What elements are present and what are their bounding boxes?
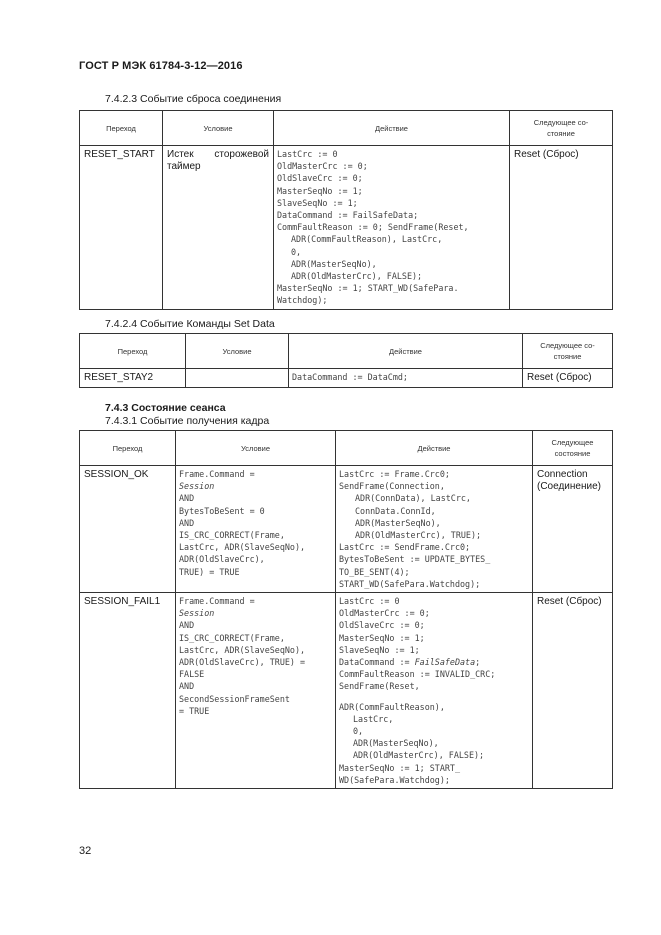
cell-action	[289, 369, 523, 388]
col-transition: Переход	[80, 334, 186, 369]
code-line: AND	[179, 517, 195, 528]
code-line: Watchdog);	[277, 295, 328, 306]
col-action: Действие	[289, 334, 523, 369]
code-line	[339, 693, 529, 701]
table-row	[80, 593, 613, 789]
code-line: DataCommand := FailSafeData;	[277, 210, 419, 221]
cell-transition: RESET_START	[80, 146, 163, 310]
table-reset-event	[79, 110, 613, 310]
cell-action	[336, 466, 533, 593]
cell-transition: SESSION_OK	[80, 466, 176, 593]
table-row	[80, 466, 613, 593]
code-line: OldMasterCrc := 0;	[339, 608, 430, 619]
code-line: MasterSeqNo := 1; START_WD(SafePara.	[277, 283, 459, 294]
cell-next-state: Reset (Сброс)	[533, 593, 613, 789]
code-line: AND	[179, 681, 195, 692]
cell-next-state: Reset (Сброс)	[510, 146, 613, 310]
cell-condition	[186, 369, 289, 388]
code-line	[179, 480, 332, 492]
code-line: ADR(MasterSeqNo),	[291, 258, 377, 269]
code-line: OldSlaveCrc := 0;	[339, 620, 425, 631]
code-italic: Session	[179, 481, 215, 492]
col-action: Действие	[336, 431, 533, 466]
code-line: 0,	[353, 726, 364, 737]
code-line: OldSlaveCrc := 0;	[277, 173, 363, 184]
code-line: LastCrc := 0	[339, 596, 400, 607]
col-next-state: Следующее со- стояние	[510, 111, 613, 146]
code-line: SendFrame(Reset,	[339, 681, 420, 692]
code-line: MasterSeqNo := 1;	[277, 185, 363, 196]
code-line: IS_CRC_CORRECT(Frame,	[179, 530, 285, 541]
col-action: Действие	[274, 111, 510, 146]
code-line: ADR(ConnData), LastCrc,	[355, 493, 471, 504]
code-line: SlaveSeqNo := 1;	[277, 197, 358, 208]
code-line: LastCrc := 0	[277, 149, 338, 159]
cell-next-state: Connection (Соединение)	[533, 466, 613, 593]
col-condition: Условие	[163, 111, 274, 146]
section-caption-set-data-event: 7.4.2.4 Событие Команды Set Data	[105, 318, 275, 330]
code-line: CommFaultReason := INVALID_CRC;	[339, 669, 496, 680]
cell-condition	[176, 593, 336, 789]
cell-transition: SESSION_FAIL1	[80, 593, 176, 789]
section-caption-frame-receive-event: 7.4.3.1 Событие получения кадра	[105, 415, 270, 427]
document-header: ГОСТ Р МЭК 61784-3-12—2016	[79, 60, 243, 72]
code-line: AND	[179, 620, 195, 631]
code-line: SecondSessionFrameSent	[179, 693, 290, 704]
code-line: FALSE	[179, 669, 205, 680]
code-line: CommFaultReason := 0; SendFrame(Reset,	[277, 222, 469, 233]
code-line: BytesToBeSent = 0	[179, 505, 265, 516]
code-line: = TRUE	[179, 705, 210, 716]
code-line: LastCrc, ADR(SlaveSeqNo),	[179, 542, 306, 553]
cell-next-state: Reset (Сброс)	[523, 369, 613, 388]
code-line: ADR(MasterSeqNo),	[353, 738, 439, 749]
code-line: START_WD(SafePara.Watchdog);	[339, 578, 481, 589]
section-heading-session-state: 7.4.3 Состояние сеанса	[105, 402, 226, 414]
cell-action	[274, 146, 510, 310]
code-italic: Session	[179, 608, 215, 619]
code-line: ADR(OldMasterCrc), FALSE);	[291, 271, 423, 282]
table-set-data-event	[79, 333, 613, 388]
code-line: MasterSeqNo := 1; START_	[339, 762, 461, 773]
code-line: LastCrc,	[353, 713, 394, 724]
section-caption-reset-event: 7.4.2.3 Событие сброса соединения	[105, 93, 282, 105]
code-line: AND	[179, 493, 195, 504]
code-line: TRUE) = TRUE	[179, 566, 240, 577]
code-line: LastCrc, ADR(SlaveSeqNo),	[179, 644, 306, 655]
code-italic: FailSafeData	[414, 657, 476, 668]
cell-action	[336, 593, 533, 789]
code-line: ConnData.ConnId,	[355, 505, 436, 516]
table-row	[80, 369, 613, 388]
code-line: ADR(CommFaultReason),	[339, 701, 445, 712]
cell-condition: Истек сторожевой таймер	[163, 146, 274, 310]
code-line: ADR(OldMasterCrc), FALSE);	[353, 750, 485, 761]
col-transition: Переход	[80, 431, 176, 466]
code-line: ADR(CommFaultReason), LastCrc,	[291, 234, 443, 245]
code-line	[179, 607, 332, 619]
code-line: SendFrame(Connection,	[339, 481, 445, 492]
code-line: Frame.Command =	[179, 469, 255, 479]
code-line: BytesToBeSent := UPDATE_BYTES_	[339, 554, 491, 565]
col-condition: Условие	[176, 431, 336, 466]
col-next-state: Следующее состояние	[533, 431, 613, 466]
table-row	[80, 146, 613, 310]
code-line: IS_CRC_CORRECT(Frame,	[179, 632, 285, 643]
col-condition: Условие	[186, 334, 289, 369]
code-line: MasterSeqNo := 1;	[339, 632, 425, 643]
code-line: OldMasterCrc := 0;	[277, 161, 368, 172]
code-line: ADR(OldSlaveCrc), TRUE) =	[179, 657, 306, 668]
code-line: ADR(OldMasterCrc), TRUE);	[355, 530, 482, 541]
cell-transition: RESET_STAY2	[80, 369, 186, 388]
code-line: DataCommand := DataCmd;	[292, 372, 408, 382]
col-next-state: Следующее со- стояние	[523, 334, 613, 369]
page-number: 32	[79, 845, 92, 857]
cell-condition	[176, 466, 336, 593]
code-line: TO_BE_SENT(4);	[339, 566, 410, 577]
col-transition: Переход	[80, 111, 163, 146]
code-line: ADR(OldSlaveCrc),	[179, 554, 265, 565]
code-line: SlaveSeqNo := 1;	[339, 644, 420, 655]
code-line: DataCommand := FailSafeData;	[339, 657, 481, 668]
code-line: LastCrc := SendFrame.Crc0;	[339, 542, 471, 553]
code-line: LastCrc := Frame.Crc0;	[339, 469, 450, 479]
code-line: Frame.Command =	[179, 596, 255, 607]
code-line: WD(SafePara.Watchdog);	[339, 774, 450, 785]
table-frame-receive-event	[79, 430, 613, 789]
code-line: 0,	[291, 246, 302, 257]
code-line: ADR(MasterSeqNo),	[355, 517, 441, 528]
